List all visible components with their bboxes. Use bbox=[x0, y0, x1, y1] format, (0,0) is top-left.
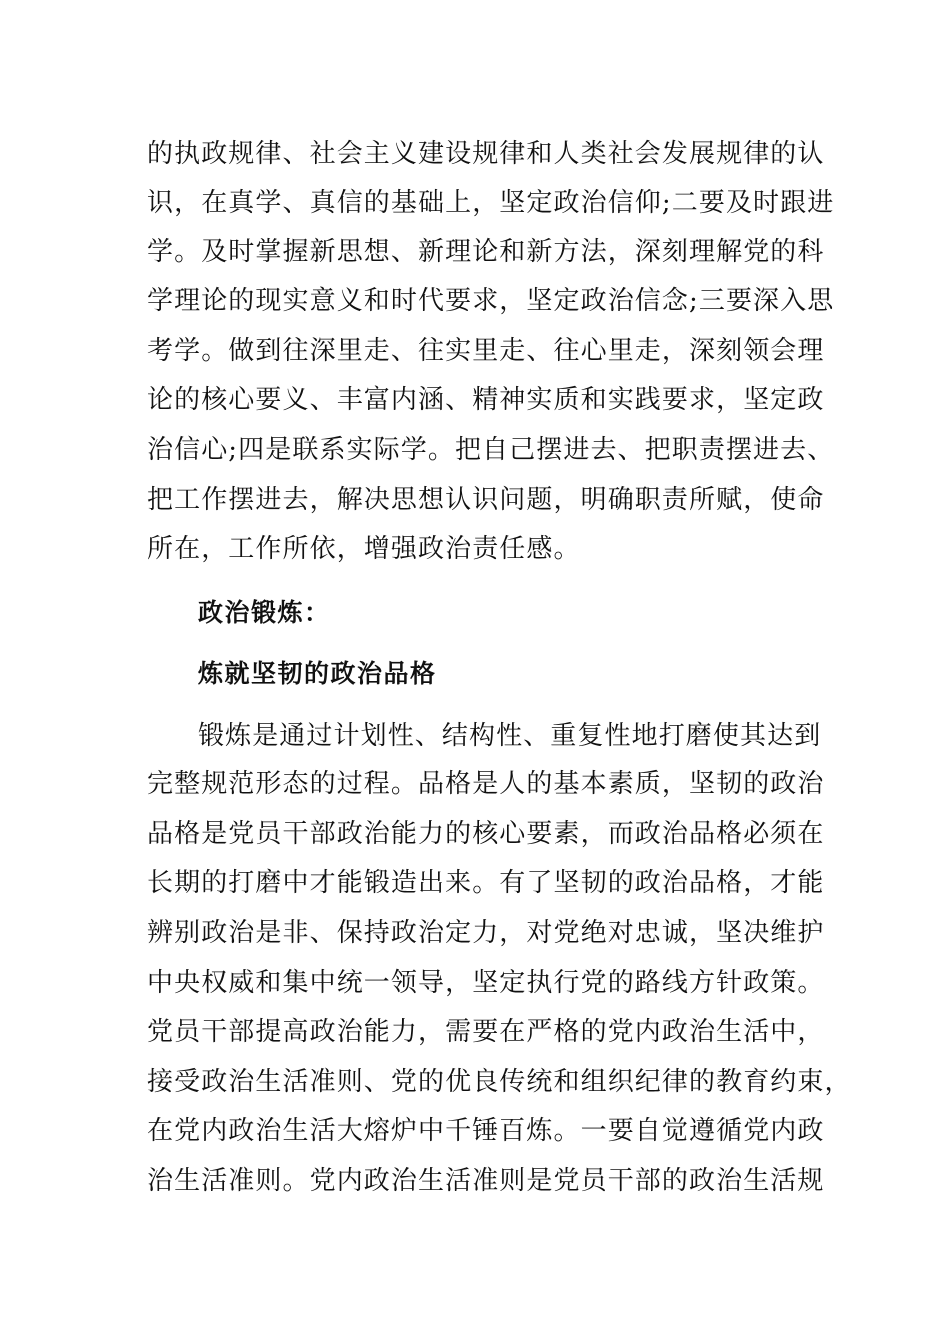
paragraph-2-line-8: 接受政治生活准则、党的优良传统和组织纪律的教育约束， bbox=[147, 1067, 852, 1097]
section-subheading: 炼就坚韧的政治品格 bbox=[198, 659, 437, 688]
paragraph-2-line-9: 在党内政治生活大熔炉中千锤百炼。一要自觉遵循党内政 bbox=[147, 1116, 825, 1146]
paragraph-1-line-1: 的执政规律、社会主义建设规律和人类社会发展规律的认 bbox=[147, 139, 825, 169]
paragraph-1-line-7: 治信心;四是联系实际学。把自己摆进去、把职责摆进去、 bbox=[147, 435, 835, 465]
paragraph-1-line-6: 论的核心要义、丰富内涵、精神实质和实践要求，坚定政 bbox=[147, 385, 825, 415]
paragraph-2-line-4: 长期的打磨中才能锻造出来。有了坚韧的政治品格，才能 bbox=[147, 868, 825, 898]
paragraph-2-line-7: 党员干部提高政治能力，需要在严格的党内政治生活中， bbox=[147, 1017, 825, 1047]
paragraph-2-line-2: 完整规范形态的过程。品格是人的基本素质，坚韧的政治 bbox=[147, 769, 825, 799]
paragraph-1-line-9: 所在，工作所依，增强政治责任感。 bbox=[147, 534, 581, 564]
paragraph-2-line-5: 辨别政治是非、保持政治定力，对党绝对忠诚，坚决维护 bbox=[147, 918, 825, 948]
section-heading: 政治锻炼： bbox=[198, 598, 331, 627]
paragraph-1-line-4: 学理论的现实意义和时代要求，坚定政治信念;三要深入思 bbox=[147, 286, 835, 316]
paragraph-1-line-5: 考学。做到往深里走、往实里走、往心里走，深刻领会理 bbox=[147, 336, 825, 366]
paragraph-1-line-2: 识，在真学、真信的基础上，坚定政治信仰;二要及时跟进 bbox=[147, 188, 835, 218]
paragraph-2-line-3: 品格是党员干部政治能力的核心要素，而政治品格必须在 bbox=[147, 819, 825, 849]
paragraph-2-line-6: 中央权威和集中统一领导，坚定执行党的路线方针政策。 bbox=[147, 968, 825, 998]
paragraph-2-line-1: 锻炼是通过计划性、结构性、重复性地打磨使其达到 bbox=[198, 721, 822, 751]
paragraph-2-line-10: 治生活准则。党内政治生活准则是党员干部的政治生活规 bbox=[147, 1166, 825, 1196]
paragraph-1-line-3: 学。及时掌握新思想、新理论和新方法，深刻理解党的科 bbox=[147, 237, 825, 267]
paragraph-1-line-8: 把工作摆进去，解决思想认识问题，明确职责所赋，使命 bbox=[147, 485, 825, 515]
